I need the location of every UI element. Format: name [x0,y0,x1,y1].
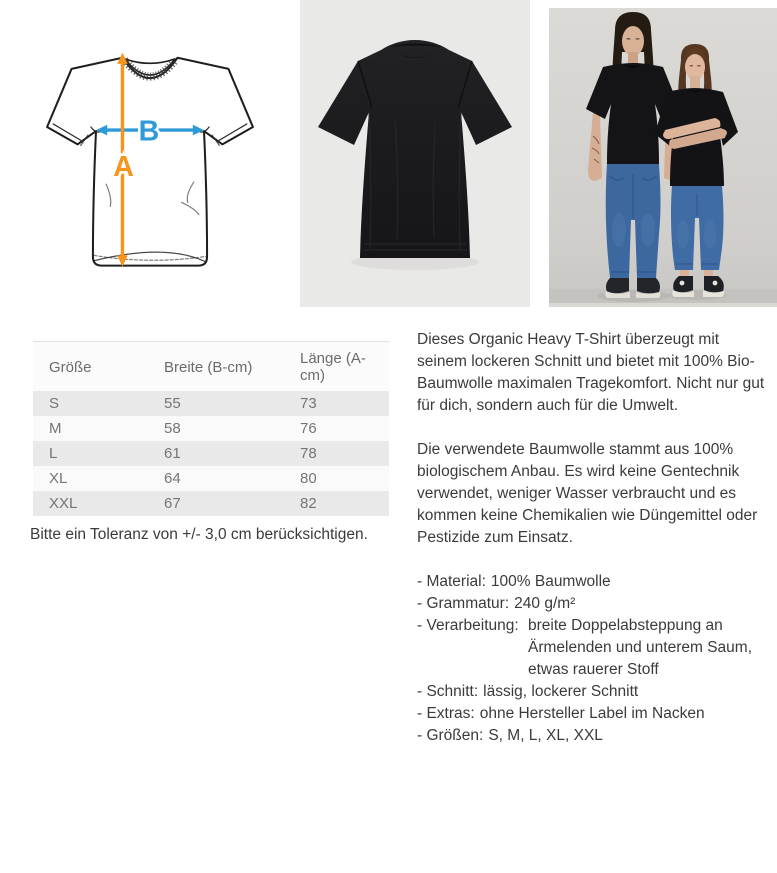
cell-width: 55 [164,395,181,412]
cell-length: 73 [300,395,317,412]
cell-length: 76 [300,420,317,437]
cell-size: M [49,420,62,437]
cell-length: 80 [300,470,317,487]
spec-label: - Grammatur: [417,595,510,612]
spec-label: - Extras: [417,705,475,722]
spec-item-groessen [417,725,766,747]
table-row [33,441,389,466]
col-header-width: Breite (B-cm) [148,342,284,392]
cell-size: XXL [49,495,78,512]
spec-label: - Verarbeitung: [417,617,523,634]
spec-label: - Schnitt: [417,683,479,700]
product-photo-flat [300,0,530,307]
models-image [549,8,777,307]
spec-value: breite Doppelabsteppung an Ärmelenden und unterem Saum, etwas rauerer Stoff [527,617,753,678]
tolerance-note: Bitte ein Toleranz von +/- 3,0 cm berücksichtigen. [30,526,368,543]
table-row [33,391,389,416]
size-diagram [43,33,257,273]
description-paragraph: Dieses Organic Heavy T-Shirt überzeugt mit seinem lockeren Schnitt und bietet mit 100% Bio-Baumwolle maximalen Tragekomfort. Nicht nur gut für dich, sondern auch für die Umwelt. [417,331,765,414]
table-row [33,466,389,491]
spec-item-verarbeitung [417,615,766,681]
product-photo-models [549,8,777,307]
size-table [33,341,389,516]
length-label-a: A [113,150,134,183]
tshirt-outline-drawing [43,33,257,273]
cell-length: 82 [300,495,317,512]
table-header-row [33,342,389,392]
spec-label: - Material: [417,573,486,590]
spec-item-schnitt [417,681,766,703]
product-description [417,329,766,747]
spec-item-grammatur [417,593,766,615]
cell-width: 58 [164,420,181,437]
spec-value: lässig, lockerer Schnitt [483,683,639,700]
spec-item-extras [417,703,766,725]
cell-width: 67 [164,495,181,512]
spec-label: - Größen: [417,727,484,744]
black-tshirt-image [300,0,530,307]
spec-value: 240 g/m² [514,595,576,612]
cell-size: L [49,445,58,462]
spec-value: S, M, L, XL, XXL [488,727,603,744]
spec-item-material [417,571,766,593]
col-header-length: Länge (A-cm) [284,342,389,392]
cell-width: 64 [164,470,181,487]
spec-value: ohne Hersteller Label im Nacken [479,705,705,722]
width-label-b: B [138,115,160,148]
cell-size: S [49,395,60,412]
cell-size: XL [49,470,68,487]
spec-list [417,571,766,747]
description-paragraph: Die verwendete Baumwolle stammt aus 100% biologischem Anbau. Es wird keine Gentechnik verwendet, weniger Wasser verbraucht und es kommen keine Chemikalien wie Düngemittel oder Pestizide zum Einsatz. [417,441,758,546]
table-row [33,491,389,516]
table-row [33,416,389,441]
spec-value: 100% Baumwolle [490,573,611,590]
cell-length: 78 [300,445,317,462]
col-header-size: Größe [33,342,148,392]
cell-width: 61 [164,445,181,462]
